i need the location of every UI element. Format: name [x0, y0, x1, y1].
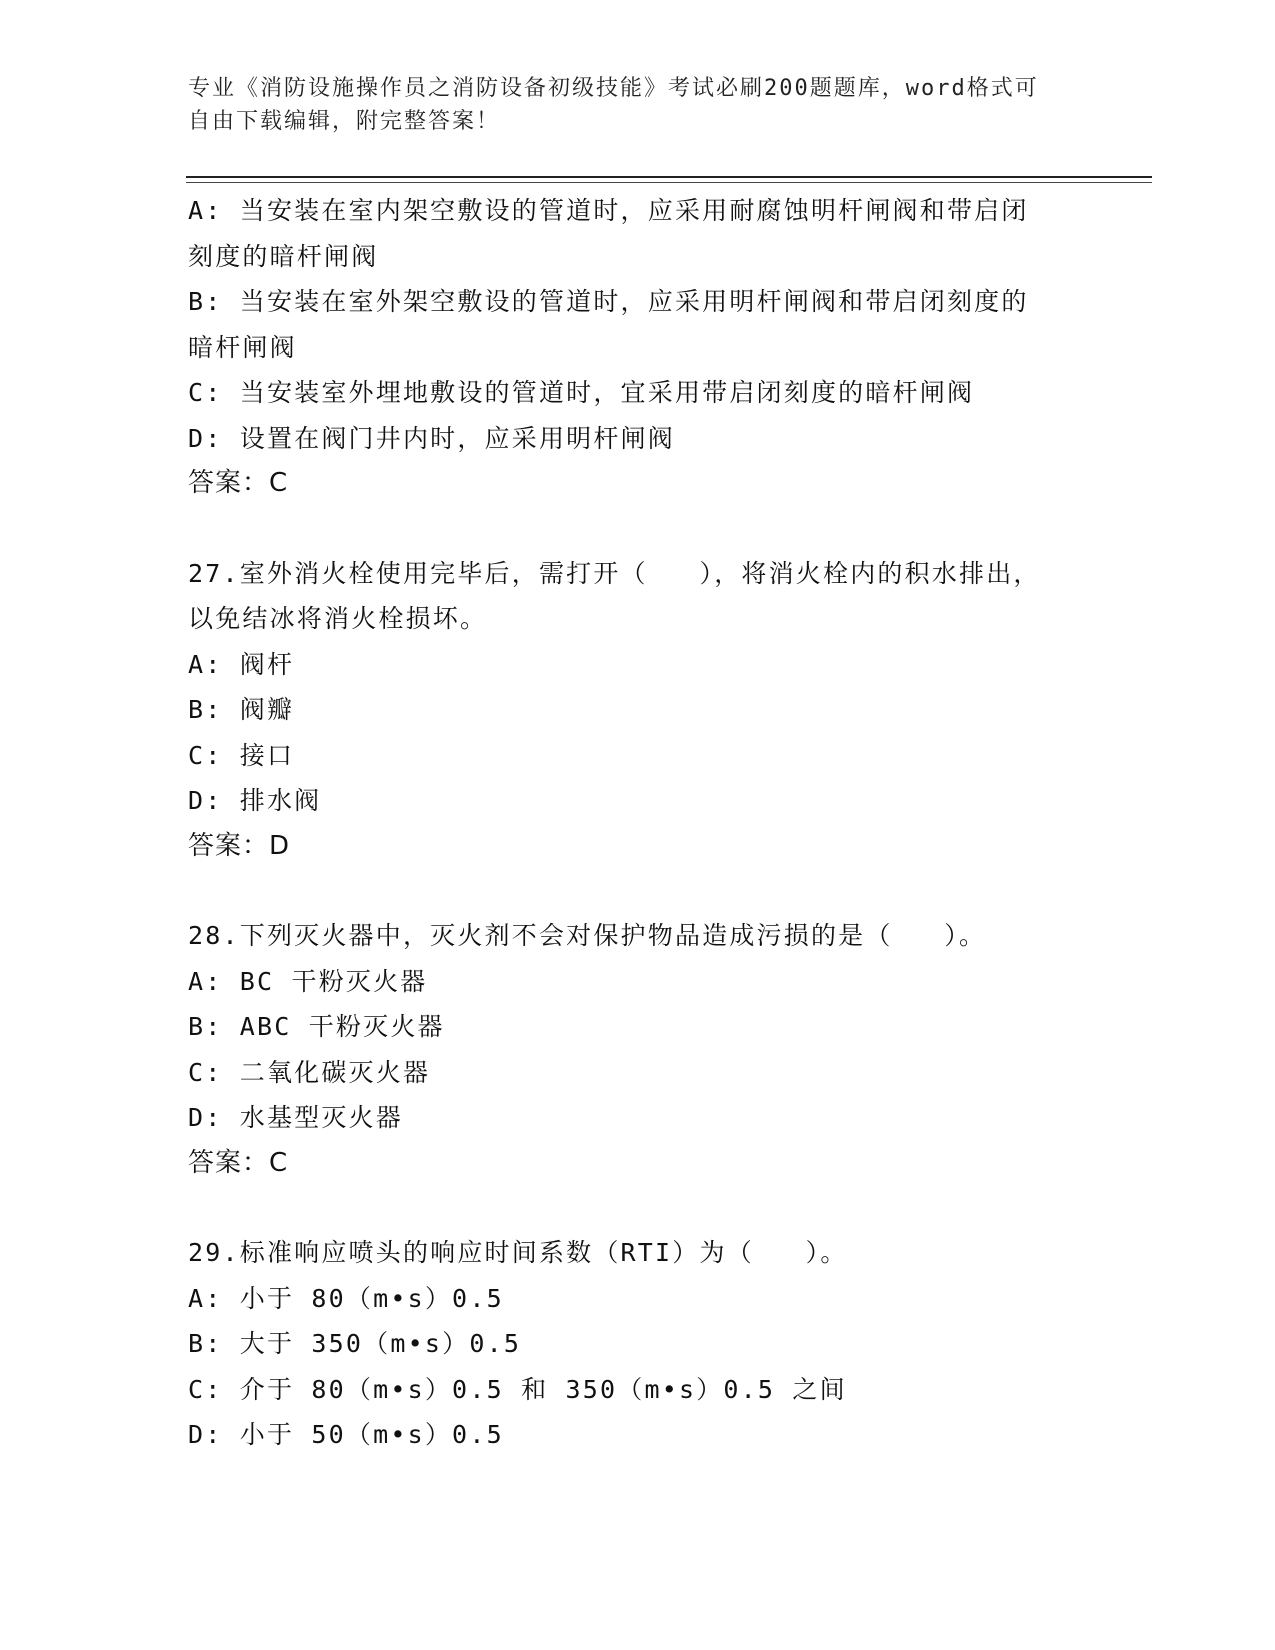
question-list [188, 188, 1088, 1458]
option-b: B: 阀瓣 [188, 695, 295, 724]
option-d: D: 水基型灭火器 [188, 1103, 403, 1132]
answer-line: 答案：C [188, 468, 289, 498]
option-a: A: 阀杆 [188, 649, 295, 679]
question-stem: 以免结冰将消火栓损坏。 [188, 604, 488, 633]
option-line: A: 当安装在室内架空敷设的管道时，应采用耐腐蚀明杆闸阀和带启闭 [188, 196, 1029, 225]
option-line: 刻度的暗杆闸阀 [188, 241, 379, 271]
question-gap [188, 1186, 1088, 1230]
header-line-1: 专业《消防设施操作员之消防设备初级技能》考试必刷200题题库，word格式可 [188, 76, 1039, 101]
answer-line: 答案：C [188, 1147, 289, 1178]
option-line: 暗杆闸阀 [188, 332, 297, 362]
question-28 [188, 913, 1088, 1186]
question-27 [188, 551, 1088, 870]
question-stem: 28.下列灭火器中，灭火剂不会对保护物品造成污损的是（ ）。 [188, 921, 987, 950]
option-b: B: ABC 干粉灭火器 [188, 1012, 445, 1041]
option-c: C: 接口 [188, 740, 295, 770]
option-d: D: 小于 50（m•s）0.5 [188, 1420, 504, 1449]
option-line: B: 当安装在室外架空敷设的管道时，应采用明杆闸阀和带启闭刻度的 [188, 287, 1029, 316]
answer-line: 答案：D [188, 830, 291, 861]
question-26 [188, 188, 1088, 507]
header-line-2: 自由下载编辑，附完整答案！ [188, 109, 501, 134]
option-c: C: 介于 80（m•s）0.5 和 350（m•s）0.5 之间 [188, 1374, 847, 1404]
option-d: D: 排水阀 [188, 786, 322, 815]
option-a: A: 小于 80（m•s）0.5 [188, 1283, 504, 1313]
question-gap [188, 869, 1088, 913]
question-29 [188, 1230, 1088, 1458]
document-header [188, 72, 1068, 138]
question-stem: 27.室外消火栓使用完毕后，需打开（ ），将消火栓内的积水排出， [188, 558, 1041, 588]
option-line: C: 当安装室外埋地敷设的管道时，宜采用带启闭刻度的暗杆闸阀 [188, 378, 975, 407]
header-divider-thin [186, 182, 1152, 183]
option-c: C: 二氧化碳灭火器 [188, 1057, 431, 1087]
question-stem: 29.标准响应喷头的响应时间系数（RTI）为（ ）。 [188, 1238, 848, 1267]
option-a: A: BC 干粉灭火器 [188, 966, 428, 996]
header-divider-thick [186, 176, 1152, 178]
question-gap [188, 507, 1088, 551]
option-line: D: 设置在阀门井内时，应采用明杆闸阀 [188, 423, 675, 453]
option-b: B: 大于 350（m•s）0.5 [188, 1329, 522, 1358]
